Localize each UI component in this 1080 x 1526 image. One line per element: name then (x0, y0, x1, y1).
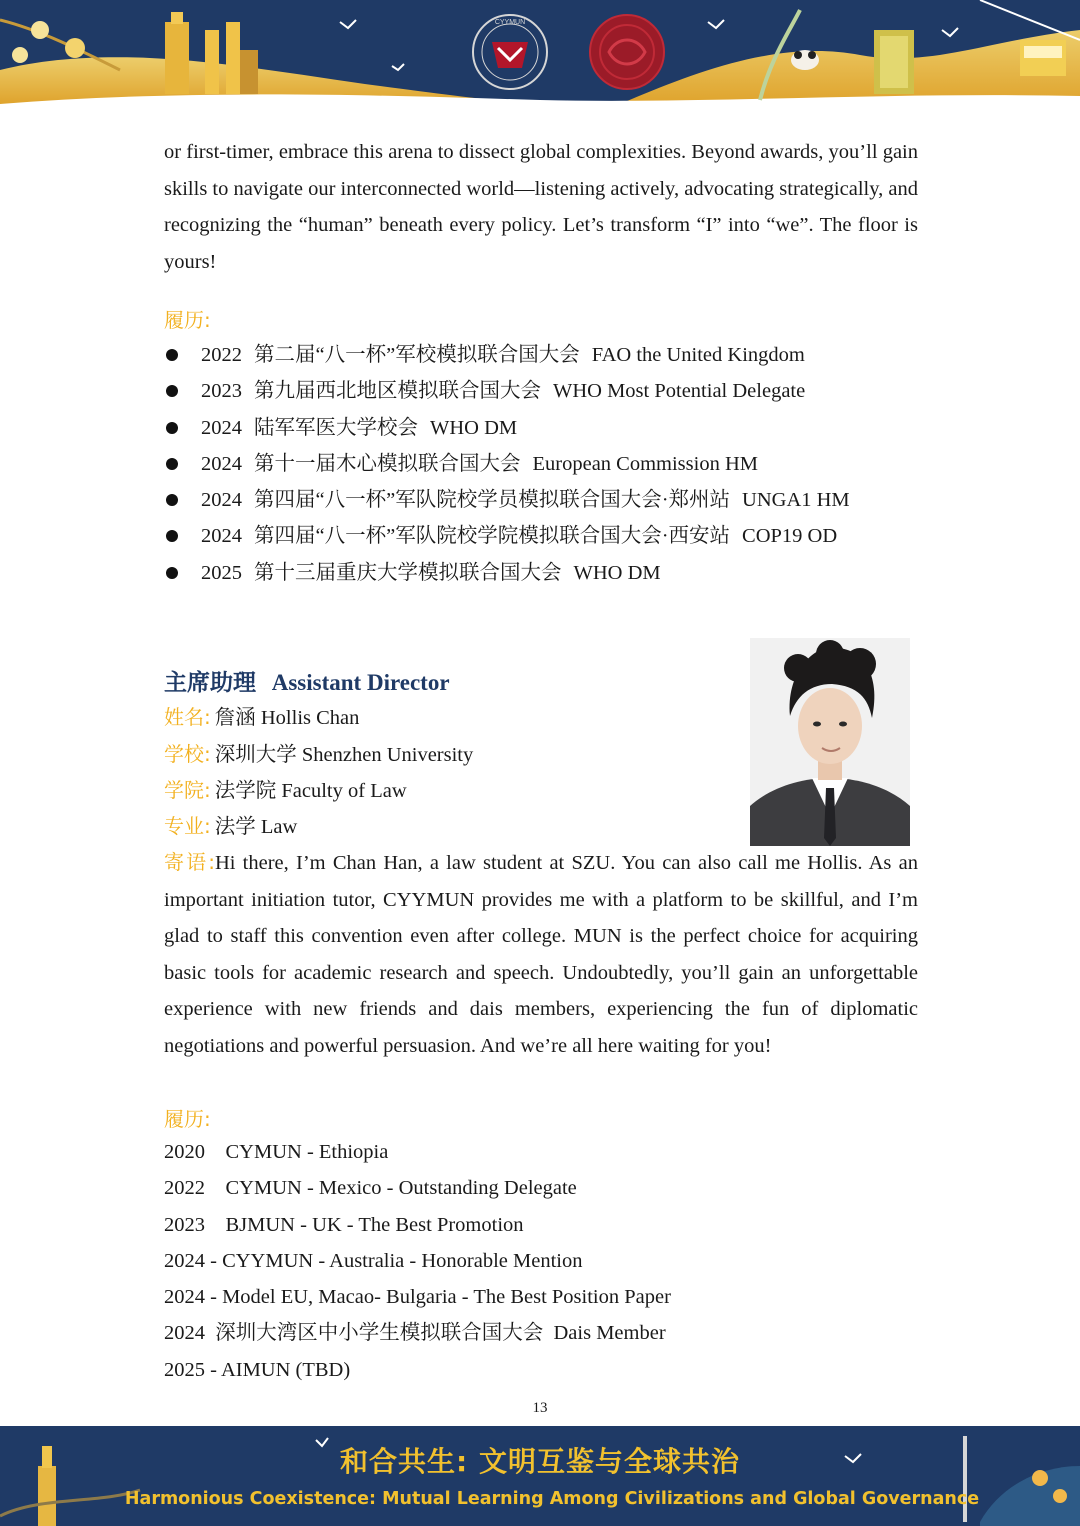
bullet-icon (166, 530, 178, 542)
footer-slogan-en: Harmonious Coexistence: Mutual Learning Among Civilizations and Global Governance (124, 1489, 980, 1509)
resume-item-award: UNGA1 HM (742, 489, 850, 512)
conference-seal-logo (587, 12, 667, 92)
resume-item-event: 第十三届重庆大学模拟联合国大会 (254, 561, 562, 584)
name-line (164, 699, 359, 736)
school-label: 学校: (164, 742, 211, 766)
resume2-label: 履历: (164, 1107, 211, 1131)
bullet-icon (166, 458, 178, 470)
resume-item (164, 555, 924, 591)
resume2-item: 2023 BJMUN - UK - The Best Promotion (164, 1213, 524, 1236)
bullet-icon (166, 494, 178, 506)
resume2-item: 2025 - AIMUN (TBD) (164, 1358, 351, 1381)
resume2-item: 2022 CYMUN - Mexico - Outstanding Delegate (164, 1177, 577, 1200)
heading-zh: 主席助理 (164, 670, 256, 696)
resume-list (164, 337, 924, 591)
school-line (164, 736, 473, 773)
resume-item-year: 2024 (201, 416, 242, 439)
resume-item-year: 2024 (201, 489, 242, 512)
footer-slogan-zh: 和合共生: 文明互鉴与全球共治 (340, 1445, 740, 1478)
cyymun-logo (470, 12, 550, 92)
message-text: Hi there, I’m Chan Han, a law student at SZU. You can also call me Hollis. As an important initiation tutor, CYYMUN provides me with a platform to be skillful, and I’m glad to staff this convention even after college. MUN is the perfect choice for acquiring basic tools for academic research and speech. Undoubtedly, you’ll gain an unforgettable experience with new friends and dais members, experiencing the fun of diplomatic negotiations and powerful persuasion. And we’re all here waiting for you! (164, 852, 918, 1057)
resume-item (164, 518, 924, 554)
major-line (164, 808, 297, 845)
resume-item-event: 第四届“八一杯”军队院校学院模拟联合国大会·西安站 (254, 525, 731, 548)
header-banner (0, 0, 1080, 104)
resume-item-award: WHO DM (573, 561, 661, 584)
major-label: 专业: (164, 814, 211, 838)
resume-item-event: 第四届“八一杯”军队院校学员模拟联合国大会·郑州站 (254, 489, 731, 512)
bullet-icon (166, 422, 178, 434)
resume-item (164, 373, 924, 409)
resume-item-event: 第九届西北地区模拟联合国大会 (254, 380, 541, 403)
bullet-icon (166, 349, 178, 361)
message-label: 寄语: (164, 850, 215, 874)
resume2-item: 2024 深圳大湾区中小学生模拟联合国大会 Dais Member (164, 1322, 666, 1345)
name-label: 姓名: (164, 705, 211, 729)
resume-item-event: 第十一届木心模拟联合国大会 (254, 452, 521, 475)
resume-item-year: 2024 (201, 452, 242, 475)
resume-item-award: WHO DM (430, 416, 518, 439)
resume2-item: 2024 - CYYMUN - Australia - Honorable Mention (164, 1249, 583, 1272)
college-label: 学院: (164, 778, 211, 802)
heading-en: Assistant Director (271, 670, 450, 695)
message-block (164, 844, 918, 1064)
intro-paragraph: or first-timer, embrace this arena to dissect global complexities. Beyond awards, you’ll gain skills to navigate our interconnected world—listening actively, advocating strategically, and recognizing the “human” beneath every policy. Let’s transform “I” into “we”. The floor is yours! (164, 141, 918, 273)
resume-item-year: 2023 (201, 380, 242, 403)
bullet-icon (166, 385, 178, 397)
resume-item (164, 410, 924, 446)
resume2-item: 2024 - Model EU, Macao- Bulgaria - The Best Position Paper (164, 1286, 671, 1309)
resume-item (164, 337, 924, 373)
resume-item-award: European Commission HM (532, 452, 758, 475)
assistant-director-heading (164, 664, 450, 697)
resume-item-event: 陆军军医大学校会 (254, 416, 418, 439)
resume2-list (164, 1134, 924, 1388)
intro-paragraph-block (164, 134, 918, 280)
resume-item-year: 2025 (201, 561, 242, 584)
major-value: 法学 Law (214, 816, 298, 838)
person-portrait-icon (750, 638, 910, 846)
resume-item (164, 446, 924, 482)
resume-item-award: COP19 OD (742, 525, 838, 548)
resume-item (164, 482, 924, 518)
bullet-icon (166, 567, 178, 579)
resume-item-award: FAO the United Kingdom (591, 344, 805, 366)
svg-text:CYYMUN: CYYMUN (494, 19, 526, 26)
name-value: 詹涵 Hollis Chan (214, 707, 360, 729)
resume-item-award: WHO Most Potential Delegate (553, 380, 806, 403)
resume-item-year: 2024 (201, 525, 242, 548)
page-number: 13 (532, 1400, 548, 1416)
resume-item-event: 第二届“八一杯”军校模拟联合国大会 (254, 344, 580, 366)
school-value: 深圳大学 Shenzhen University (214, 744, 474, 766)
resume-label: 履历: (164, 308, 211, 332)
portrait-photo (750, 638, 910, 846)
college-line (164, 772, 407, 809)
resume2-item: 2020 CYMUN - Ethiopia (164, 1141, 389, 1163)
resume-item-year: 2022 (201, 344, 242, 366)
college-value: 法学院 Faculty of Law (214, 780, 407, 802)
